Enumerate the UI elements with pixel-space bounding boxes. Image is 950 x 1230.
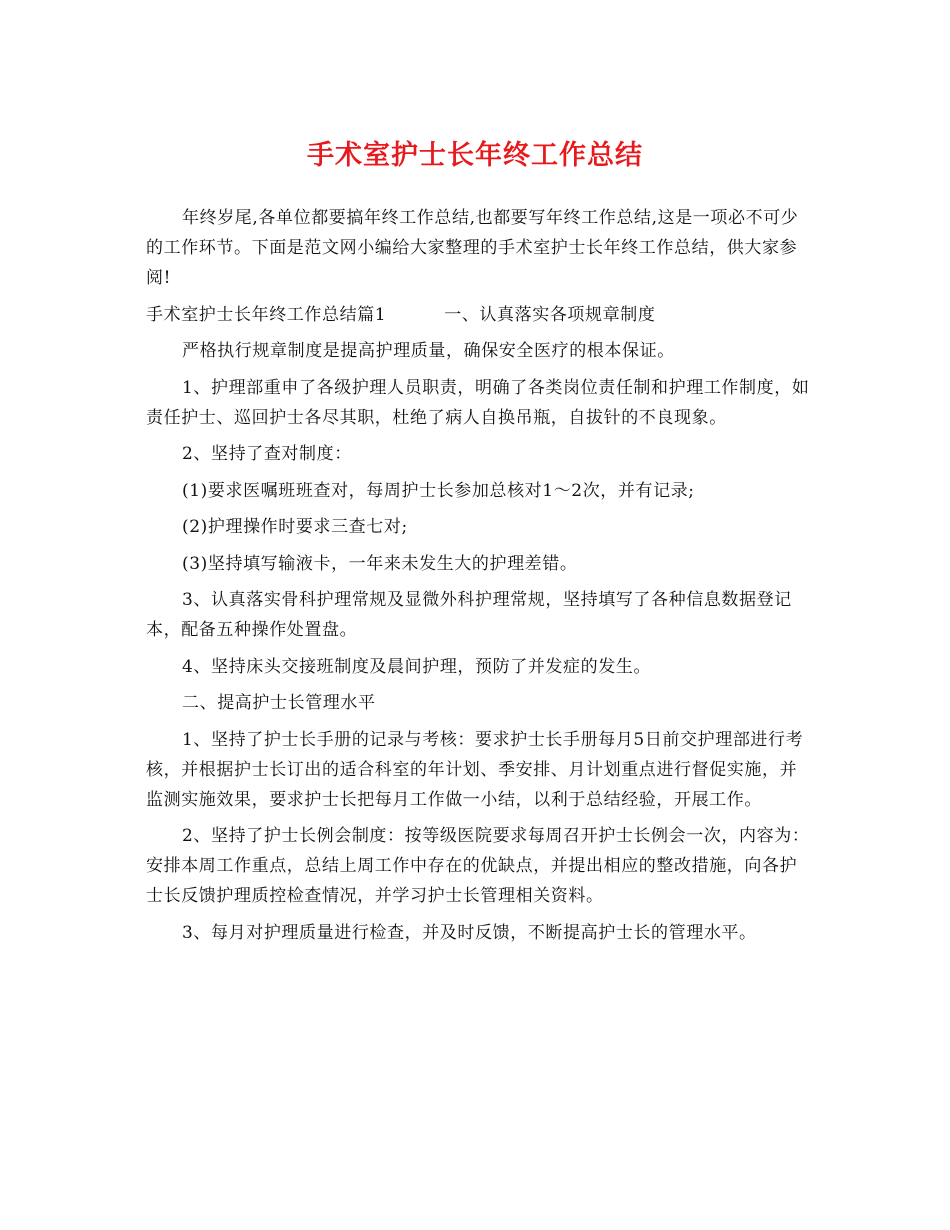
paragraph: 2、坚持了护士长例会制度：按等级医院要求每周召开护士长例会一次，内容为：安排本周工作重点，总结上周工作中存在的优缺点，并提出相应的整改措施，向各护士长反馈护理质控检查情况，并学习护士长管理相关资料。 bbox=[146, 826, 810, 906]
document-title: 手术室护士长年终工作总结 bbox=[307, 140, 643, 171]
paragraph: (2)护理操作时要求三查七对; bbox=[182, 517, 408, 537]
section-heading-1: 一、认真落实各项规章制度 bbox=[444, 304, 656, 325]
paragraph: 3、认真落实骨科护理常规及显微外科护理常规，坚持填写了各种信息数据登记本，配备五种操作处置盘。 bbox=[146, 590, 792, 640]
paragraph: 2、坚持了查对制度： bbox=[182, 444, 352, 464]
paragraph: 1、护理部重申了各级护理人员职责，明确了各类岗位责任制和护理工作制度，如责任护士、巡回护士各尽其职，杜绝了病人自换吊瓶，自拔针的不良现象。 bbox=[146, 377, 810, 428]
paragraph: 严格执行规章制度是提高护理质量，确保安全医疗的根本保证。 bbox=[182, 341, 675, 361]
paragraph: 3、每月对护理质量进行检查，并及时反馈，不断提高护士长的管理水平。 bbox=[182, 922, 757, 943]
section-heading bbox=[146, 300, 814, 330]
paragraph: 4、坚持床头交接班制度及晨间护理，预防了并发症的发生。 bbox=[182, 656, 652, 677]
paragraph: 1、坚持了护士长手册的记录与考核：要求护士长手册每月5日前交护理部进行考核，并根据护士长订出的适合科室的年计划、季安排、月计划重点进行督促实施，并监测实施效果，要求护士长把每月工作做一小结，以利于总结经验，开展工作。 bbox=[146, 729, 804, 810]
document-body bbox=[146, 203, 814, 954]
paragraph: (1)要求医嘱班班查对，每周护士长参加总核对1～2次，并有记录; bbox=[182, 480, 695, 501]
article-heading: 手术室护士长年终工作总结篇1 bbox=[146, 304, 387, 325]
section-heading-2: 二、提高护士长管理水平 bbox=[182, 693, 376, 713]
intro-paragraph: 年终岁尾,各单位都要搞年终工作总结,也都要写年终工作总结,这是一项必不可少的工作环节。下面是范文网小编给大家整理的手术室护士长年终工作总结，供大家参阅! bbox=[146, 208, 799, 288]
paragraph: (3)坚持填写输液卡，一年来未发生大的护理差错。 bbox=[182, 553, 578, 574]
